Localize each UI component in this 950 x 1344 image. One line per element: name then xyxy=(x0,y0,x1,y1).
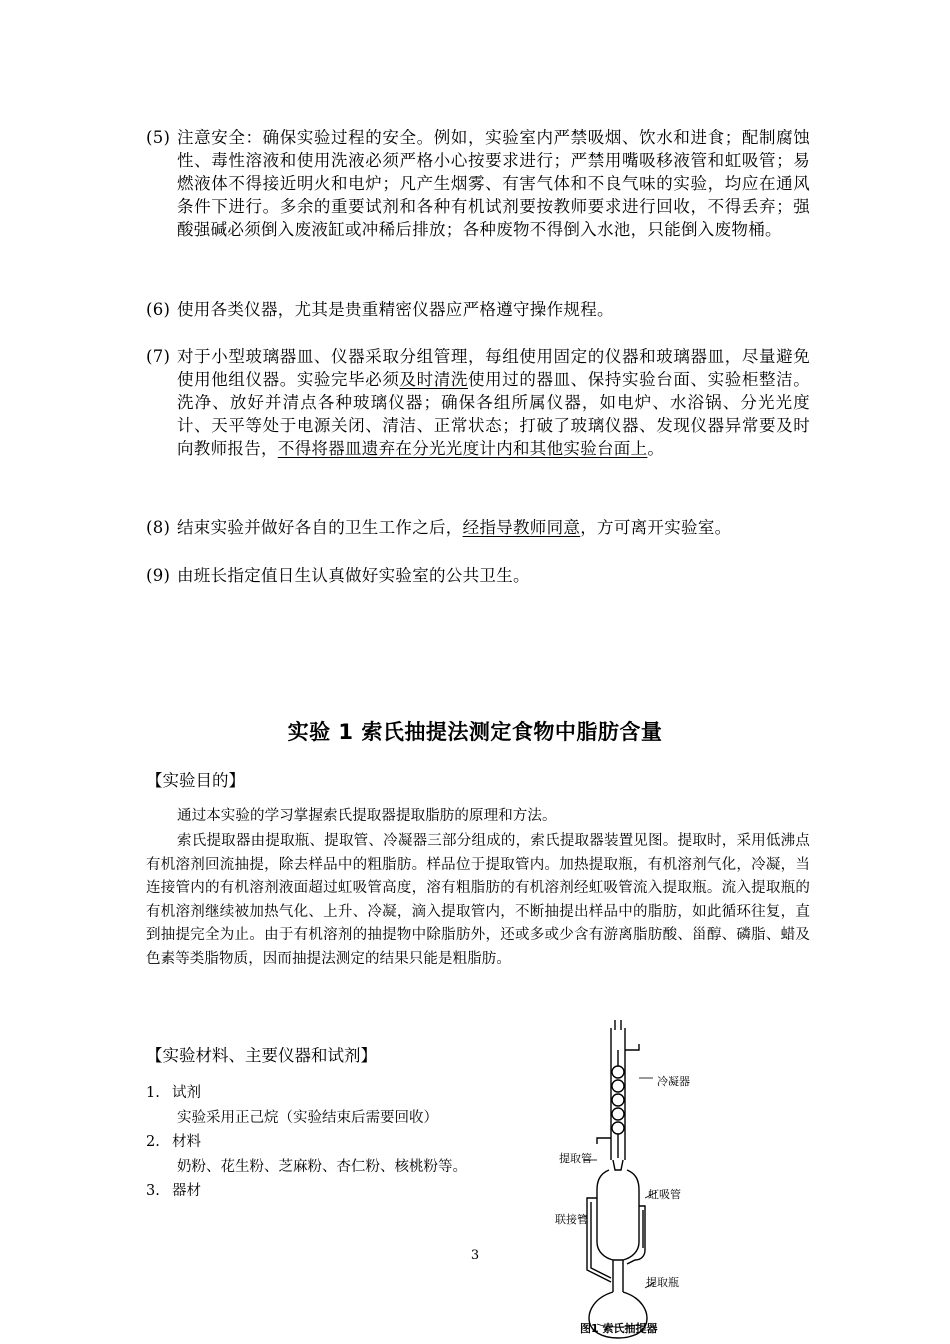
rule-number: (5) xyxy=(146,128,171,147)
purpose-heading: 【实验目的】 xyxy=(146,771,245,790)
list-item: 3. 器材 xyxy=(146,1183,201,1200)
rule-item-6 xyxy=(146,298,810,321)
page-number: 3 xyxy=(470,1248,480,1263)
rule-number: (6) xyxy=(146,300,171,319)
rule-text: 由班长指定值日生认真做好实验室的公共卫生。 xyxy=(177,566,530,585)
rule-text: 结束实验并做好各自的卫生工作之后，经指导教师同意，方可离开实验室。 xyxy=(177,518,732,537)
siphon-label: 虹吸管 xyxy=(648,1188,681,1201)
rule-number: (9) xyxy=(146,566,171,585)
flask-label: 提取瓶 xyxy=(646,1276,679,1289)
list-item: 1. 试剂 xyxy=(146,1085,201,1101)
rule-item-9 xyxy=(146,564,810,587)
materials-list xyxy=(146,1081,546,1204)
rule-item-8 xyxy=(146,516,810,539)
list-item-detail: 实验采用正己烷（实验结束后需要回收） xyxy=(177,1109,438,1126)
materials-heading: 【实验材料、主要仪器和试剂】 xyxy=(146,1046,377,1065)
underlined-phrase: 及时清洗 xyxy=(399,370,468,389)
underlined-phrase: 不得将器皿遗弃在分光光度计内和其他实验台面上 xyxy=(277,439,648,458)
rule-item-7 xyxy=(146,345,810,460)
rule-item-5 xyxy=(146,126,810,241)
condenser-label: 冷凝器 xyxy=(657,1075,690,1088)
purpose-paragraph-1: 通过本实验的学习掌握索氏提取器提取脂肪的原理和方法。 xyxy=(177,808,557,824)
rule-text: 对于小型玻璃器皿、仪器采取分组管理，每组使用固定的仪器和玻璃器皿，尽量避免使用他组仪器。实验完毕必须及时清洗使用过的器皿、保持实验台面、实验柜整洁。洗净、放好并清点各种玻璃仪器；确保各组所属仪器，如电炉、水浴锅、分光光度计、天平等处于电源关闭、清洁、正常状态；打破了玻璃仪器、发现仪器异常要及时向教师报告，不得将器皿遗弃在分光光度计内和其他实验台面上。 xyxy=(177,347,810,458)
connecting-tube-label: 联接管 xyxy=(555,1213,588,1226)
rule-text: 注意安全：确保实验过程的安全。例如，实验室内严禁吸烟、饮水和进食；配制腐蚀性、毒性溶液和使用洗液必须严格小心按要求进行；严禁用嘴吸移液管和虹吸管；易燃液体不得接近明火和电炉；凡产生烟雾、有害气体和不良气味的实验，均应在通风条件下进行。多余的重要试剂和各种有机试剂要按教师要求进行回收，不得丢弃；强酸强碱必须倒入废液缸或冲稀后排放；各种废物不得倒入水池，只能倒入废物桶。 xyxy=(177,128,810,239)
list-item: 2. 材料 xyxy=(146,1134,201,1151)
underlined-phrase: 经指导教师同意 xyxy=(462,518,581,537)
soxhlet-extractor-diagram xyxy=(553,1020,713,1340)
extraction-tube-label: 提取管 xyxy=(559,1152,592,1165)
figure-caption: 图1 索氏抽提器 xyxy=(580,1322,658,1335)
list-item-detail: 奶粉、花生粉、芝麻粉、杏仁粉、核桃粉等。 xyxy=(177,1158,467,1175)
experiment-title: 实验 1 索氏抽提法测定食物中脂肪含量 xyxy=(287,720,663,744)
rule-text: 使用各类仪器，尤其是贵重精密仪器应严格遵守操作规程。 xyxy=(177,300,614,319)
rule-number: (8) xyxy=(146,518,171,537)
rule-number: (7) xyxy=(146,347,171,366)
purpose-paragraph-2: 索氏提取器由提取瓶、提取管、冷凝器三部分组成的，索氏提取器装置见图。提取时，采用低沸点有机溶剂回流抽提，除去样品中的粗脂肪。样品位于提取管内。加热提取瓶，有机溶剂气化，冷凝，当连接管内的有机溶剂液面超过虹吸管高度，溶有粗脂肪的有机溶剂经虹吸管流入提取瓶。流入提取瓶的有机溶剂继续被加热气化、上升、冷凝，滴入提取管内，不断抽提出样品中的脂肪，如此循环往复，直到抽提完全为止。由于有机溶剂的抽提物中除脂肪外，还或多或少含有游离脂肪酸、甾醇、磷脂、蜡及色素等类脂物质，因而抽提法测定的结果只能是粗脂肪。 xyxy=(146,833,810,967)
